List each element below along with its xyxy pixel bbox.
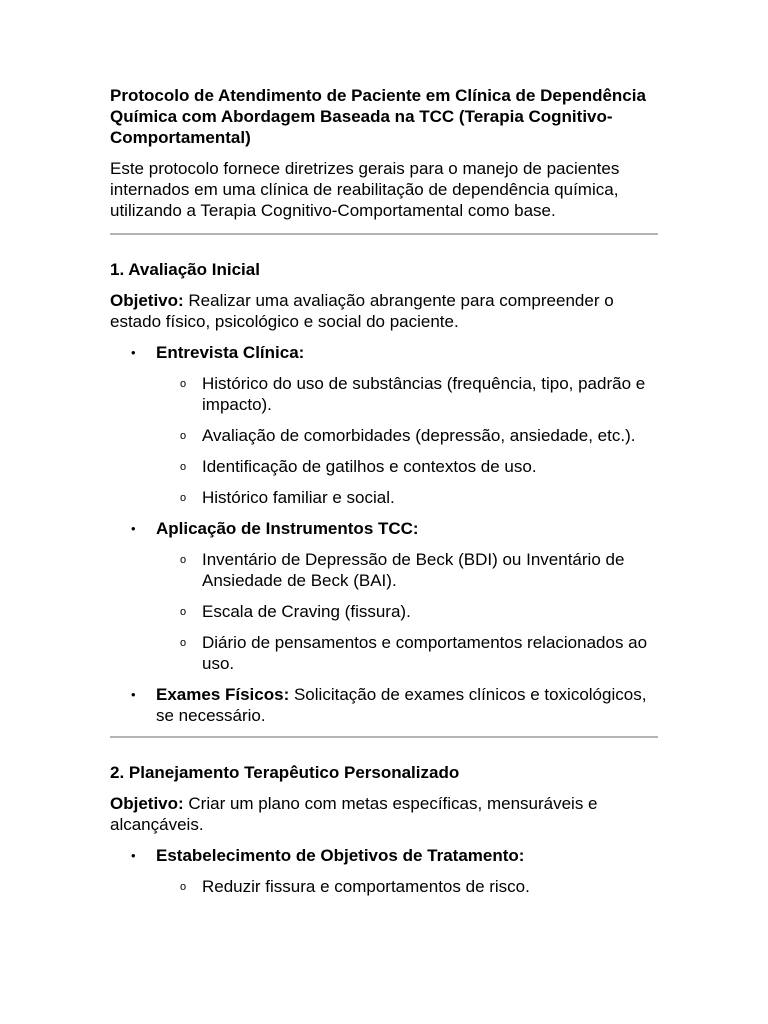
circle-bullet-icon: o <box>180 461 187 473</box>
list-item-heading: Entrevista Clínica: <box>156 343 305 362</box>
objective-text: Criar um plano com metas específicas, mensuráveis e alcançáveis. <box>110 794 598 834</box>
circle-bullet-icon: o <box>180 606 187 618</box>
sub-list-item-text: Reduzir fissura e comportamentos de risco. <box>202 877 530 896</box>
list-item-heading: Aplicação de Instrumentos TCC: <box>156 519 419 538</box>
sub-list <box>156 876 658 897</box>
list-item-text: Solicitação de exames clínicos e toxicológicos, se necessário. <box>156 685 647 725</box>
list-item-exames-fisicos <box>110 684 658 726</box>
sub-list-item <box>156 456 658 477</box>
document-page <box>110 85 658 907</box>
section-title-avaliacao-inicial: 1. Avaliação Inicial <box>110 260 260 279</box>
sub-list-item-text: Inventário de Depressão de Beck (BDI) ou Inventário de Ansiedade de Beck (BAI). <box>202 550 625 590</box>
section-divider <box>110 233 658 235</box>
sub-list <box>156 549 658 674</box>
objective-label: Objetivo: <box>110 794 184 813</box>
sub-list-item-text: Diário de pensamentos e comportamentos relacionados ao uso. <box>202 633 648 673</box>
sub-list-item-text: Avaliação de comorbidades (depressão, ansiedade, etc.). <box>202 426 636 445</box>
sub-list-item-text: Histórico familiar e social. <box>202 488 395 507</box>
objective-label: Objetivo: <box>110 291 184 310</box>
section-title-planejamento-terapeutico: 2. Planejamento Terapêutico Personalizado <box>110 763 460 782</box>
bullet-icon: • <box>131 345 136 360</box>
section-2-list <box>110 845 658 897</box>
sub-list-item <box>156 549 658 591</box>
sub-list-item-text: Histórico do uso de substâncias (frequência, tipo, padrão e impacto). <box>202 374 646 414</box>
sub-list-item-text: Identificação de gatilhos e contextos de uso. <box>202 457 537 476</box>
circle-bullet-icon: o <box>180 492 187 504</box>
document-intro: Este protocolo fornece diretrizes gerais para o manejo de pacientes internados em uma clínica de reabilitação de dependência química, utilizando a Terapia Cognitivo-Comportamental como base. <box>110 159 620 220</box>
sub-list-item <box>156 601 658 622</box>
list-item-entrevista-clinica <box>110 342 658 508</box>
sub-list <box>156 373 658 508</box>
sub-list-item <box>156 632 658 674</box>
sub-list-item <box>156 373 658 415</box>
section-objective <box>110 290 658 332</box>
section-1-list <box>110 342 658 726</box>
circle-bullet-icon: o <box>180 378 187 390</box>
circle-bullet-icon: o <box>180 881 187 893</box>
bullet-icon: • <box>131 687 136 702</box>
circle-bullet-icon: o <box>180 554 187 566</box>
bullet-icon: • <box>131 848 136 863</box>
sub-list-item <box>156 487 658 508</box>
sub-list-item-text: Escala de Craving (fissura). <box>202 602 411 621</box>
bullet-icon: • <box>131 521 136 536</box>
circle-bullet-icon: o <box>180 430 187 442</box>
sub-list-item <box>156 425 658 446</box>
section-objective <box>110 793 658 835</box>
list-item-heading: Estabelecimento de Objetivos de Tratamento: <box>156 846 525 865</box>
document-title: Protocolo de Atendimento de Paciente em Clínica de Dependência Química com Abordagem Baseada na TCC (Terapia Cognitivo-Comportamental) <box>110 86 646 147</box>
section-divider <box>110 736 658 738</box>
list-item-objetivos-tratamento <box>110 845 658 897</box>
list-item-heading: Exames Físicos: <box>156 685 290 704</box>
list-item-instrumentos-tcc <box>110 518 658 674</box>
circle-bullet-icon: o <box>180 637 187 649</box>
sub-list-item <box>156 876 658 897</box>
objective-text: Realizar uma avaliação abrangente para compreender o estado físico, psicológico e social do paciente. <box>110 291 614 331</box>
